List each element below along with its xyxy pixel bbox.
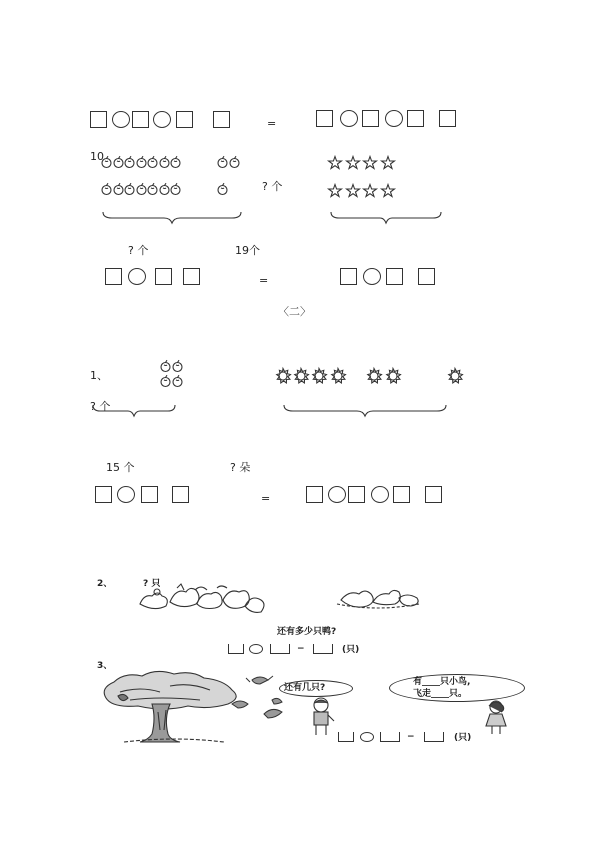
- apple-icon: [172, 360, 184, 372]
- answer-box[interactable]: [348, 486, 365, 503]
- star-icon: [363, 184, 377, 197]
- apple-icon: [101, 156, 113, 168]
- answer-box[interactable]: [155, 268, 172, 285]
- unknown-left-label: ? 个: [90, 400, 111, 413]
- star-icon: [328, 184, 342, 197]
- brace-wide: [283, 403, 447, 417]
- answer-box[interactable]: [141, 486, 158, 503]
- answer-box[interactable]: [90, 111, 107, 128]
- flower-icon: [330, 368, 347, 385]
- tree-icon: [100, 672, 242, 744]
- answer-box[interactable]: [176, 111, 193, 128]
- apple-icon: [147, 156, 159, 168]
- q2-unit: (只): [342, 645, 360, 655]
- answer-box[interactable]: [418, 268, 435, 285]
- answer-blank[interactable]: [338, 732, 354, 742]
- apple-icon: [172, 375, 184, 387]
- operator-circle[interactable]: [385, 110, 403, 127]
- equals-sign: =: [267, 117, 277, 130]
- answer-box[interactable]: [172, 486, 189, 503]
- apple-icon: [159, 183, 171, 195]
- q3-number: 3、: [97, 661, 113, 671]
- apple-icon: [229, 156, 241, 168]
- operator-circle[interactable]: [360, 732, 374, 742]
- apple-icon: [160, 360, 172, 372]
- flower-icon: [311, 368, 328, 385]
- duck-icon: [135, 582, 270, 614]
- flower-icon: [385, 368, 402, 385]
- apple-icon: [136, 156, 148, 168]
- child-icon: [482, 700, 510, 736]
- operator-circle[interactable]: [363, 268, 381, 285]
- flower-icon: [366, 368, 383, 385]
- answer-blank[interactable]: [424, 732, 444, 742]
- apple-icon: [170, 156, 182, 168]
- bubble-right-line1: 有____只小鸟,: [413, 677, 471, 687]
- answer-box[interactable]: [439, 110, 456, 127]
- item-number: 1、: [90, 369, 108, 382]
- answer-box[interactable]: [393, 486, 410, 503]
- answer-blank[interactable]: [313, 644, 333, 654]
- operator-circle[interactable]: [153, 111, 171, 128]
- star-icon: [363, 156, 377, 169]
- star-icon: [381, 184, 395, 197]
- left-count-label: 15 个: [106, 461, 135, 474]
- answer-box[interactable]: [425, 486, 442, 503]
- answer-box[interactable]: [306, 486, 323, 503]
- answer-box[interactable]: [213, 111, 230, 128]
- apple-icon: [124, 183, 136, 195]
- q2-label: ? 只: [143, 579, 161, 589]
- operator-circle[interactable]: [117, 486, 135, 503]
- answer-box[interactable]: [105, 268, 122, 285]
- apple-icon: [147, 183, 159, 195]
- child-icon: [306, 697, 336, 737]
- flower-icon: [275, 368, 292, 385]
- apple-icon: [136, 183, 148, 195]
- operator-circle[interactable]: [128, 268, 146, 285]
- answer-blank[interactable]: [270, 644, 290, 654]
- apple-icon: [159, 156, 171, 168]
- bubble-right-line2: 飞走____只。: [413, 689, 468, 699]
- brace-left: [102, 210, 242, 224]
- bird-icon: [228, 672, 293, 722]
- bottom-left-label: ? 个: [128, 244, 149, 257]
- answer-box[interactable]: [362, 110, 379, 127]
- bottom-right-label: 19个: [235, 244, 260, 257]
- apple-icon: [217, 183, 229, 195]
- section-heading: 〈二〉: [278, 305, 311, 318]
- star-icon: [346, 156, 360, 169]
- answer-blank[interactable]: [380, 732, 400, 742]
- q2-question: 还有多少只鸭?: [277, 627, 337, 637]
- minus-sign: −: [407, 732, 415, 742]
- answer-box[interactable]: [407, 110, 424, 127]
- brace-small: [90, 400, 176, 417]
- star-icon: [381, 156, 395, 169]
- flower-icon: [293, 368, 310, 385]
- answer-box[interactable]: [132, 111, 149, 128]
- operator-circle[interactable]: [340, 110, 358, 127]
- operator-circle[interactable]: [328, 486, 346, 503]
- star-icon: [328, 156, 342, 169]
- operator-circle[interactable]: [249, 644, 263, 654]
- answer-box[interactable]: [183, 268, 200, 285]
- apple-icon: [217, 156, 229, 168]
- apple-icon: [101, 183, 113, 195]
- answer-box[interactable]: [95, 486, 112, 503]
- right-unknown-label: ? 朵: [230, 461, 251, 474]
- bubble-left-text: 还有几只?: [284, 683, 326, 693]
- equals-sign: =: [259, 274, 269, 287]
- flower-icon: [447, 368, 464, 385]
- apple-icon: [113, 183, 125, 195]
- apple-icon: [113, 156, 125, 168]
- count-label: 10: [90, 150, 104, 163]
- operator-circle[interactable]: [371, 486, 389, 503]
- operator-circle[interactable]: [112, 111, 130, 128]
- apple-icon: [160, 375, 172, 387]
- answer-box[interactable]: [386, 268, 403, 285]
- q2-number: 2、: [97, 579, 113, 589]
- apple-icon: [170, 183, 182, 195]
- star-icon: [346, 184, 360, 197]
- apple-icon: [124, 156, 136, 168]
- duck-icon: [337, 584, 422, 610]
- unknown-label: ? 个: [262, 180, 283, 193]
- q3-unit: (只): [454, 733, 472, 743]
- answer-blank[interactable]: [228, 644, 244, 654]
- answer-box[interactable]: [316, 110, 333, 127]
- minus-sign: −: [297, 644, 305, 654]
- answer-box[interactable]: [340, 268, 357, 285]
- brace-right: [330, 210, 442, 224]
- equals-sign: =: [261, 492, 271, 505]
